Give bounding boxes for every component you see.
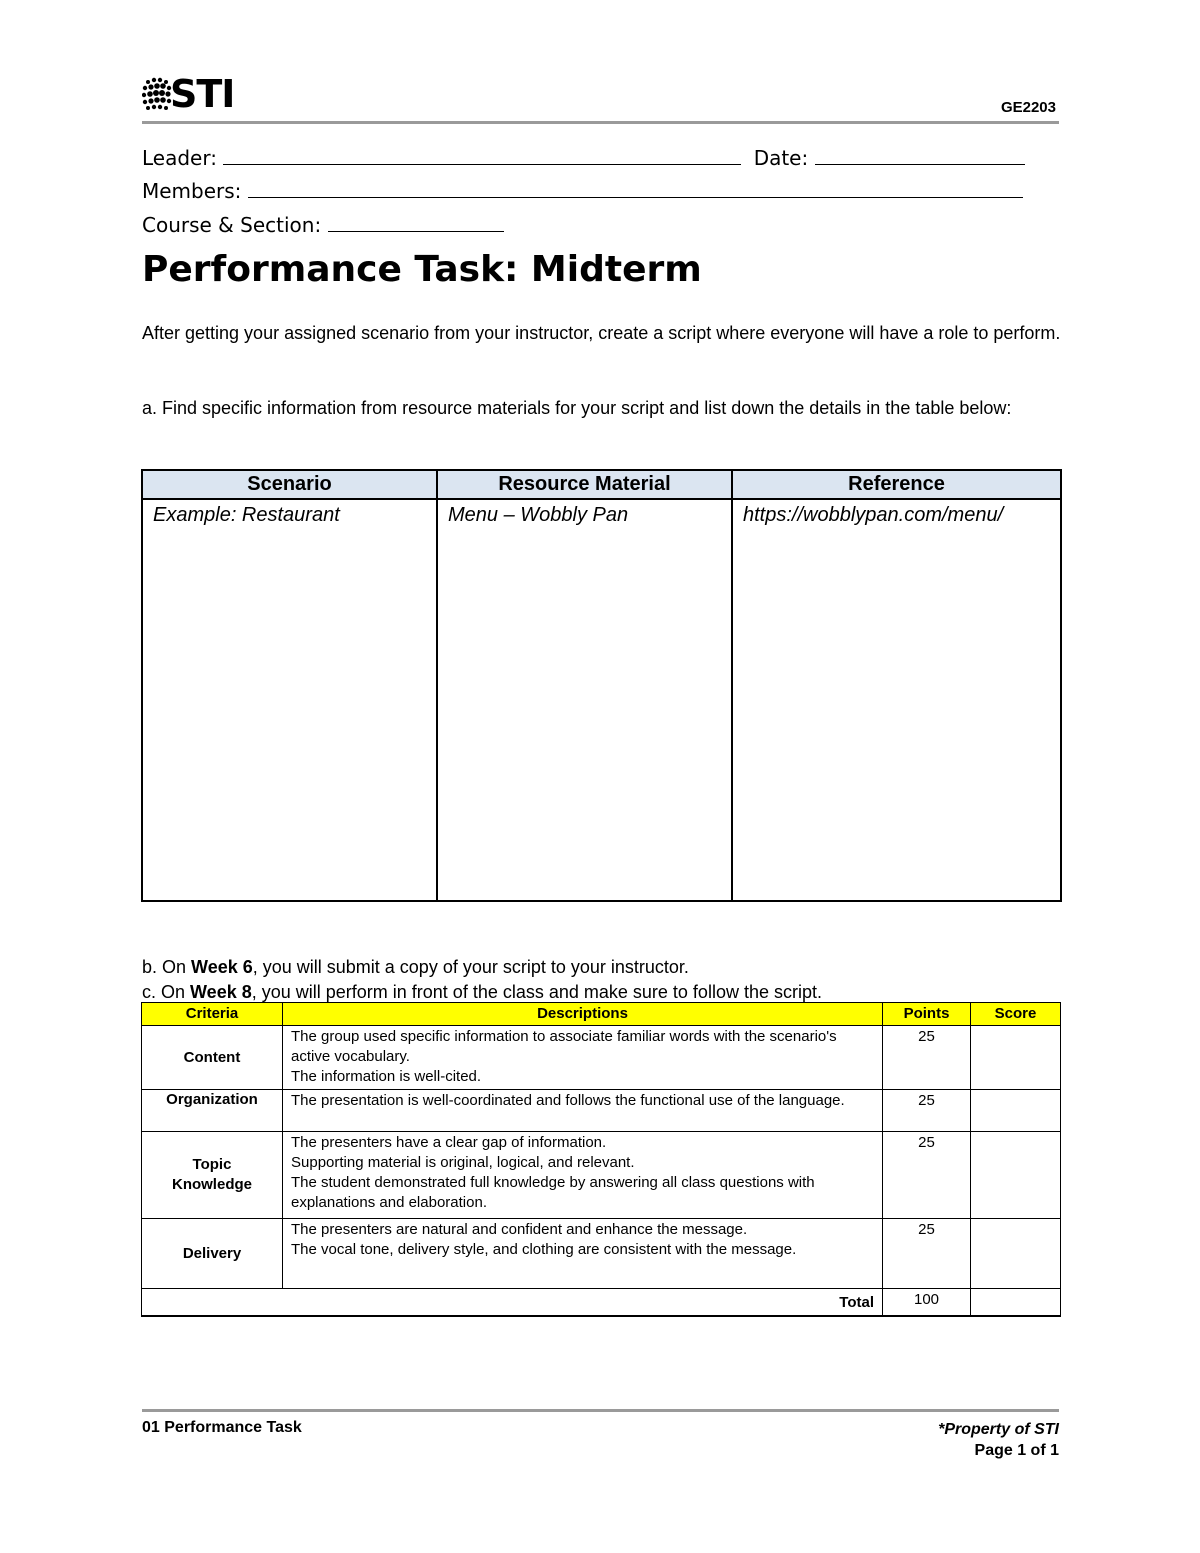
description-content: [283, 1026, 883, 1090]
footer-property: *Property of STI: [938, 1421, 1059, 1438]
reference-cell[interactable]: https://wobblypan.com/menu/: [732, 499, 1061, 901]
rubric-row-topic-knowledge: [142, 1132, 1061, 1219]
rubric-row-total: [142, 1289, 1061, 1316]
resource-material-cell[interactable]: Menu – Wobbly Pan: [437, 499, 732, 901]
footer-task-label: 01 Performance Task: [142, 1419, 302, 1436]
members-blank: [248, 177, 1023, 198]
date-blank: [815, 144, 1025, 165]
score-header: Score: [971, 1003, 1061, 1026]
total-score-cell[interactable]: [971, 1289, 1061, 1316]
description-delivery: [283, 1219, 883, 1289]
criteria-topic-line2: Knowledge: [171, 1176, 252, 1193]
resource-material-header: Resource Material: [437, 470, 732, 499]
logo-text: STI: [170, 72, 235, 116]
course-code: GE2203: [1000, 99, 1056, 116]
points-organization: 25: [883, 1090, 971, 1132]
step-c-prefix: c. On: [142, 982, 191, 1002]
description-line: The presenters have a clear gap of information.: [291, 1134, 607, 1151]
criteria-topic-line1: Topic: [192, 1156, 232, 1173]
criteria-organization: Organization: [142, 1090, 283, 1132]
description-line: The group used specific information to associate familiar words with the scenario's active vocabulary.: [291, 1028, 837, 1065]
intro-paragraph: After getting your assigned scenario from your instructor, create a script where everyone will have a role to perform.: [142, 323, 1061, 343]
scenario-cell[interactable]: Example: Restaurant: [142, 499, 437, 901]
rubric-row-delivery: [142, 1219, 1061, 1289]
points-topic-knowledge: 25: [883, 1132, 971, 1219]
rubric-row-organization: [142, 1090, 1061, 1132]
step-b-paragraph: [142, 955, 1062, 980]
header-divider: [142, 121, 1059, 124]
leader-blank: [223, 144, 741, 165]
members-line: [142, 177, 1023, 203]
course-section-blank: [328, 211, 504, 232]
step-a-paragraph: a. Find specific information from resource materials for your script and list down the details in the table below:: [142, 398, 1012, 418]
date-label: Date:: [753, 146, 809, 170]
step-c-week: Week 8: [190, 982, 252, 1002]
score-cell-organization[interactable]: [971, 1090, 1061, 1132]
footer-page-number: Page 1 of 1: [974, 1442, 1059, 1459]
page-title: Performance Task: Midterm: [142, 249, 702, 290]
score-cell-topic-knowledge[interactable]: [971, 1132, 1061, 1219]
description-line: The presenters are natural and confident and enhance the message.: [291, 1221, 748, 1238]
points-delivery: 25: [883, 1219, 971, 1289]
step-c-suffix: , you will perform in front of the class and make sure to follow the script.: [251, 982, 822, 1002]
reference-header: Reference: [732, 470, 1061, 499]
step-b-prefix: b. On: [142, 957, 192, 977]
resource-table: [141, 469, 1062, 902]
scenario-header: Scenario: [142, 470, 437, 499]
members-label: Members:: [142, 179, 242, 203]
criteria-delivery: Delivery: [142, 1219, 283, 1289]
points-content: 25: [883, 1026, 971, 1090]
criteria-content: Content: [142, 1026, 283, 1090]
score-cell-content[interactable]: [971, 1026, 1061, 1090]
criteria-header: Criteria: [142, 1003, 283, 1026]
description-organization: [283, 1090, 883, 1132]
score-cell-delivery[interactable]: [971, 1219, 1061, 1289]
footer-right: [938, 1419, 1059, 1461]
description-line: The information is well-cited.: [291, 1068, 482, 1085]
rubric-row-content: [142, 1026, 1061, 1090]
rubric-table: [141, 1002, 1061, 1317]
step-b-suffix: , you will submit a copy of your script to your instructor.: [252, 957, 689, 977]
description-line: The student demonstrated full knowledge by answering all class questions with explanations and elaboration.: [291, 1174, 815, 1211]
criteria-topic-knowledge: [142, 1132, 283, 1219]
description-topic-knowledge: [283, 1132, 883, 1219]
description-line: Supporting material is original, logical, and relevant.: [291, 1154, 635, 1171]
footer-divider: [142, 1409, 1059, 1412]
sti-logo: [142, 72, 235, 116]
step-b-week: Week 6: [191, 957, 253, 977]
leader-line: [142, 144, 1025, 170]
total-label: Total: [142, 1289, 883, 1316]
total-points: 100: [883, 1289, 971, 1316]
descriptions-header: Descriptions: [283, 1003, 883, 1026]
course-section-line: [142, 211, 504, 237]
leader-label: Leader:: [142, 146, 217, 170]
description-line: The presentation is well-coordinated and follows the functional use of the language.: [291, 1092, 845, 1109]
description-line: The vocal tone, delivery style, and clothing are consistent with the message.: [291, 1241, 797, 1258]
points-header: Points: [883, 1003, 971, 1026]
course-section-label: Course & Section:: [142, 213, 322, 237]
